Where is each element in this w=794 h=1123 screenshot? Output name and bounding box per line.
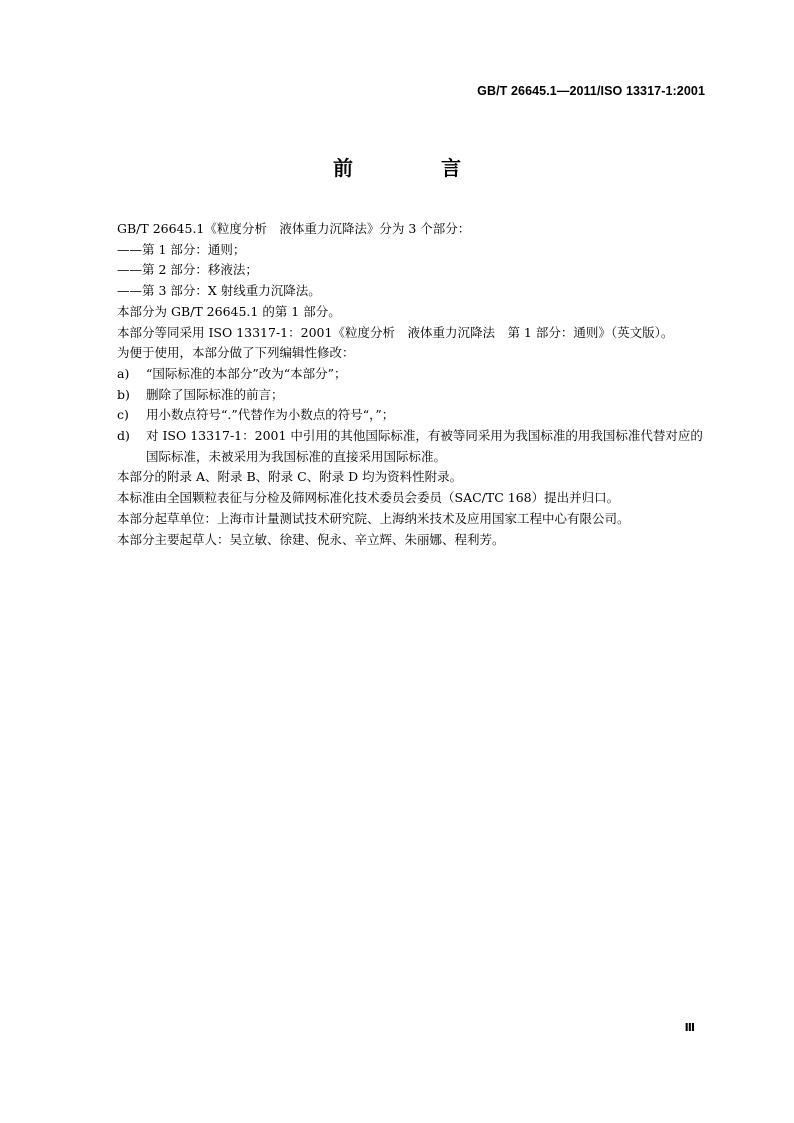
drafting-units-paragraph: 本部分起草单位：上海市计量测试技术研究院、上海纳米技术及应用国家工程中心有限公司。 (117, 510, 630, 526)
edit-list-item (117, 405, 709, 426)
list-marker: a) (117, 365, 130, 381)
list-item-text: 对 ISO 13317-1：2001 中引用的其他国际标准，有被等同采用为我国标准的用我国标准代替对应的国际标准，未被采用为我国标准的直接采用国际标准。 (146, 428, 703, 464)
intro-paragraph: GB/T 26645.1《粒度分析 液体重力沉降法》分为 3 个部分： (117, 221, 471, 236)
part-list-item: ——第 1 部分：通则； (117, 241, 246, 257)
proposer-paragraph: 本标准由全国颗粒表征与分检及筛网标准化技术委员会委员（SAC/TC 168）提出并归口。 (117, 490, 620, 506)
list-item-text: 用小数点符号“.”代替作为小数点的符号“，”； (146, 407, 395, 423)
edit-list-item (117, 426, 709, 467)
this-part-paragraph: 本部分为 GB/T 26645.1 的第 1 部分。 (117, 303, 341, 319)
annexes-paragraph: 本部分的附录 A、附录 B、附录 C、附录 D 均为资料性附录。 (117, 469, 463, 485)
edit-list-item (117, 385, 709, 406)
part-list-item: ——第 3 部分：X 射线重力沉降法。 (117, 283, 321, 299)
list-marker: d) (117, 428, 130, 444)
list-item-text: 删除了国际标准的前言； (146, 386, 284, 402)
list-item-text: “国际标准的本部分”改为“本部分”； (146, 365, 347, 381)
drafters-paragraph: 本部分主要起草人：吴立敏、徐建、倪永、辛立辉、朱丽娜、程利芳。 (117, 531, 505, 547)
foreword-body (117, 219, 709, 550)
edits-intro-paragraph: 为便于使用，本部分做了下列编辑性修改： (117, 345, 355, 361)
part-list-item: ——第 2 部分：移液法； (117, 262, 258, 278)
page-number: Ⅲ (684, 1021, 695, 1034)
list-marker: c) (117, 407, 129, 423)
standard-number-header: GB/T 26645.1—2011/ISO 13317-1:2001 (477, 84, 705, 98)
list-marker: b) (117, 386, 130, 402)
page-title: 前 言 (333, 156, 495, 180)
edit-list-item (117, 364, 709, 385)
adoption-paragraph: 本部分等同采用 ISO 13317-1：2001《粒度分析 液体重力沉降法 第 1 部分：通则》（英文版）。 (117, 324, 674, 340)
